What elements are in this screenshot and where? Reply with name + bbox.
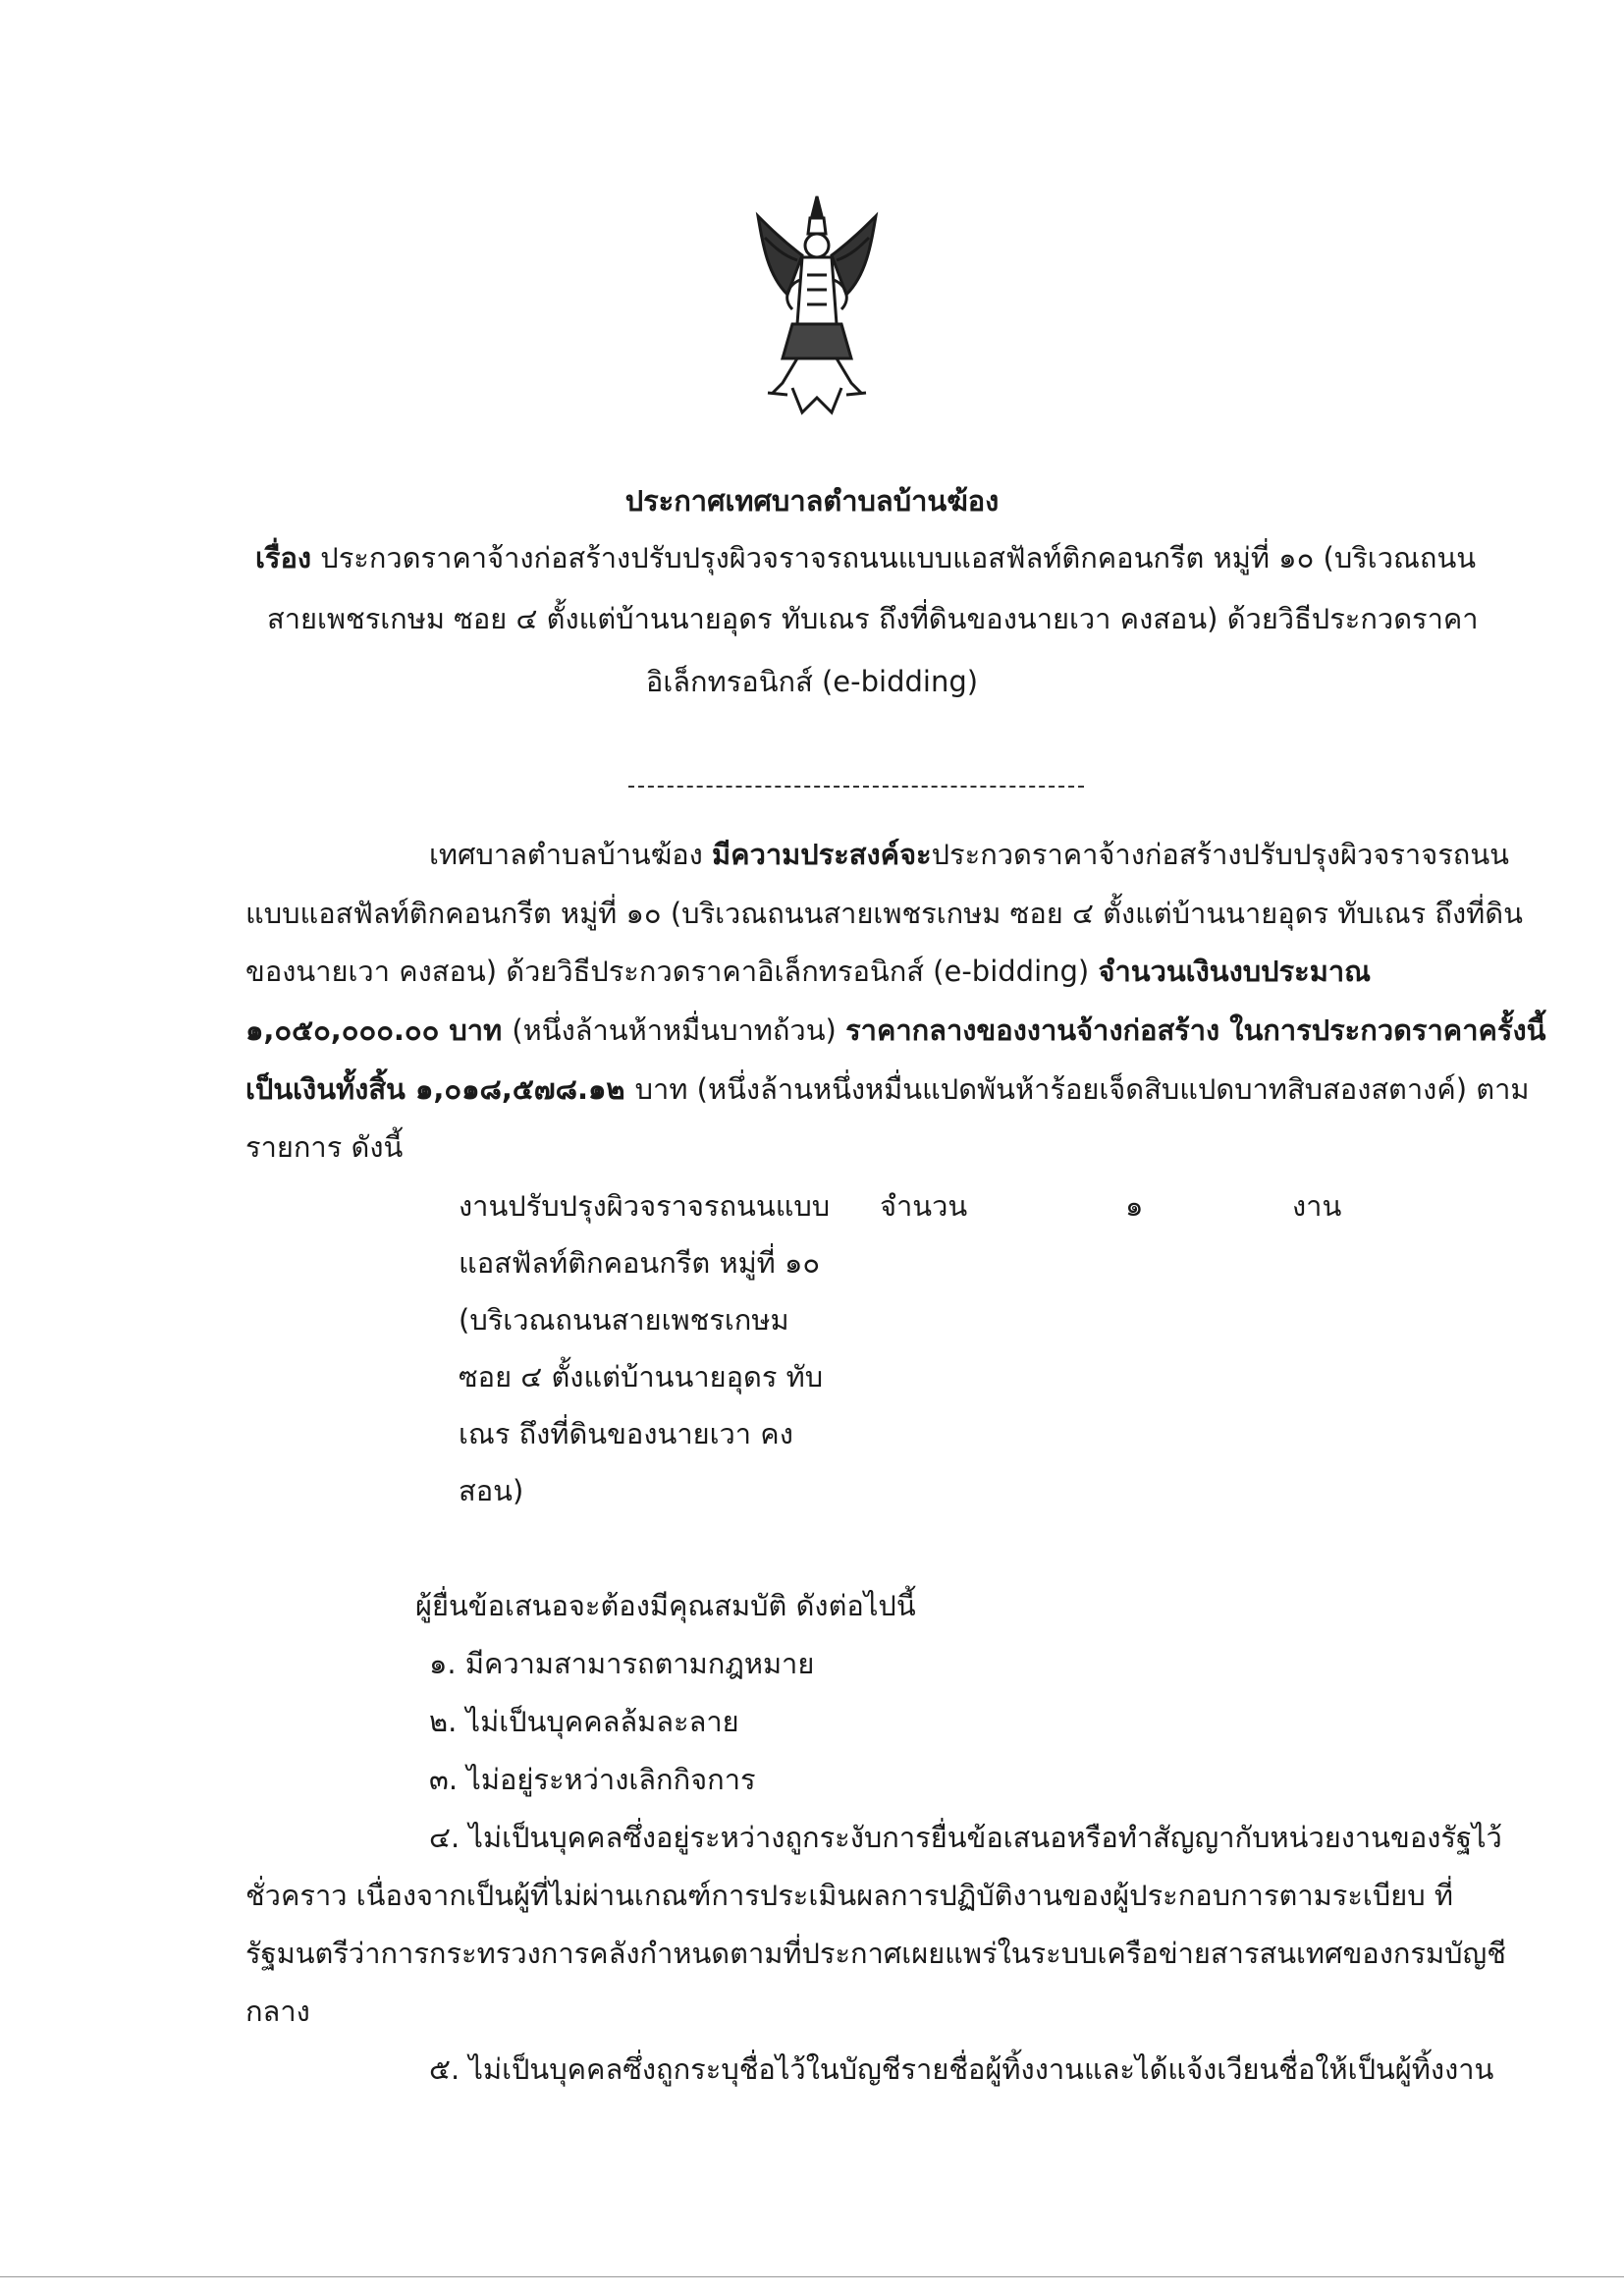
intro-project: ประกวดราคาจ้างก่อสร้างปรับปรุงผิวจราจรถนน xyxy=(931,838,1509,871)
intro-line-2: แบบแอสฟัลท์ติกคอนกรีต หมู่ที่ ๑๐ (บริเวณถนนสายเพชรเกษม ซอย ๔ ตั้งแต่บ้านนายอุดร ทับเณร ถึงที่ดิน xyxy=(245,897,1523,930)
median-price-label: ราคากลางของงานจ้างก่อสร้าง ในการประกวดราคาครั้งนี้ xyxy=(845,1013,1546,1047)
intro-method: ของนายเวา คงสอน) ด้วยวิธีประกวดราคาอิเล็กทรอนิกส์ (e-bidding) xyxy=(245,955,1099,988)
item-desc-line-4: ซอย ๔ ตั้งแต่บ้านนายอุดร ทับ xyxy=(459,1360,824,1394)
subject-line-2: สายเพชรเกษม ซอย ๔ ตั้งแต่บ้านนายอุดร ทับเณร ถึงที่ดินของนายเวา คงสอน) ด้วยวิธีประกวดราคา xyxy=(267,602,1479,635)
item-desc-line-5: เณร ถึงที่ดินของนายเวา คง xyxy=(459,1417,793,1450)
intro-line-5 xyxy=(245,1069,1530,1109)
qualifications-heading: ผู้ยื่นข้อเสนอจะต้องมีคุณสมบัติ ดังต่อไปนี้ xyxy=(415,1589,916,1622)
qualification-2: ๒. ไม่เป็นบุคคลล้มละลาย xyxy=(429,1705,739,1738)
announcement-title: ประกาศเทศบาลตำบลบ้านฆ้อง xyxy=(624,484,1000,518)
intro-agency: เทศบาลตำบลบ้านฆ้อง xyxy=(429,838,713,871)
subject-line-1 xyxy=(255,538,1476,577)
item-desc-line-6: สอน) xyxy=(459,1474,524,1507)
subject-text-1: ประกวดราคาจ้างก่อสร้างปรับปรุงผิวจราจรถนนแบบแอสฟัลท์ติกคอนกรีต หมู่ที่ ๑๐ (บริเวณถนน xyxy=(320,541,1477,574)
qualification-4-line-2: ชั่วคราว เนื่องจากเป็นผู้ที่ไม่ผ่านเกณฑ์การประเมินผลการปฏิบัติงานของผู้ประกอบการตามระเบียบ ที่ xyxy=(245,1879,1453,1912)
item-desc-line-3: (บริเวณถนนสายเพชรเกษม xyxy=(459,1303,789,1337)
item-desc-line-2: แอสฟัลท์ติกคอนกรีต หมู่ที่ ๑๐ xyxy=(459,1246,821,1280)
qualification-1: ๑. มีความสามารถตามกฎหมาย xyxy=(429,1647,815,1680)
subject-label: เรื่อง xyxy=(255,541,312,574)
intro-line-1 xyxy=(429,835,1509,874)
intro-line-4 xyxy=(245,1011,1545,1050)
qualification-4-line-4: กลาง xyxy=(245,1995,310,2028)
intro-line-6: รายการ ดังนี้ xyxy=(245,1130,404,1164)
budget-words: (หนึ่งล้านห้าหมื่นบาทถ้วน) xyxy=(512,1013,846,1047)
qualification-4-line-1: ๔. ไม่เป็นบุคคลซึ่งอยู่ระหว่างถูกระงับการยื่นข้อเสนอหรือทำสัญญากับหน่วยงานของรัฐไว้ xyxy=(429,1821,1502,1854)
qualification-4-line-3: รัฐมนตรีว่าการกระทรวงการคลังกำหนดตามที่ประกาศเผยแพร่ในระบบเครือข่ายสารสนเทศของกรมบัญชี xyxy=(245,1937,1506,1970)
qualification-3: ๓. ไม่อยู่ระหว่างเลิกกิจการ xyxy=(429,1763,756,1796)
qualification-5-line-1: ๕. ไม่เป็นบุคคลซึ่งถูกระบุชื่อไว้ในบัญชีรายชื่อผู้ทิ้งงานและได้แจ้งเวียนชื่อให้เป็นผู้ทิ้งงาน xyxy=(429,2052,1494,2086)
subject-line-3: อิเล็กทรอนิกส์ (e-bidding) xyxy=(645,665,979,698)
budget-amount: ๑,๐๕๐,๐๐๐.๐๐ บาท xyxy=(245,1013,513,1047)
item-quantity-label: จำนวน xyxy=(880,1189,968,1223)
item-desc-line-1: งานปรับปรุงผิวจราจรถนนแบบ xyxy=(459,1189,831,1223)
header-divider xyxy=(628,786,1084,788)
median-price-words: บาท (หนึ่งล้านหนึ่งหมื่นแปดพันห้าร้อยเจ็ดสิบแปดบาทสิบสองสตางค์) ตาม xyxy=(634,1072,1530,1106)
item-quantity: ๑ xyxy=(1125,1189,1144,1223)
intro-intent: มีความประสงค์จะ xyxy=(712,838,932,871)
garuda-emblem-icon xyxy=(753,187,881,422)
intro-line-3 xyxy=(245,952,1371,991)
page-bottom-edge xyxy=(0,2276,1624,2277)
budget-label: จำนวนเงินงบประมาณ xyxy=(1098,955,1372,988)
item-unit: งาน xyxy=(1292,1189,1342,1223)
median-price-amount: เป็นเงินทั้งสิ้น ๑,๐๑๘,๕๗๘.๑๒ xyxy=(245,1072,635,1106)
